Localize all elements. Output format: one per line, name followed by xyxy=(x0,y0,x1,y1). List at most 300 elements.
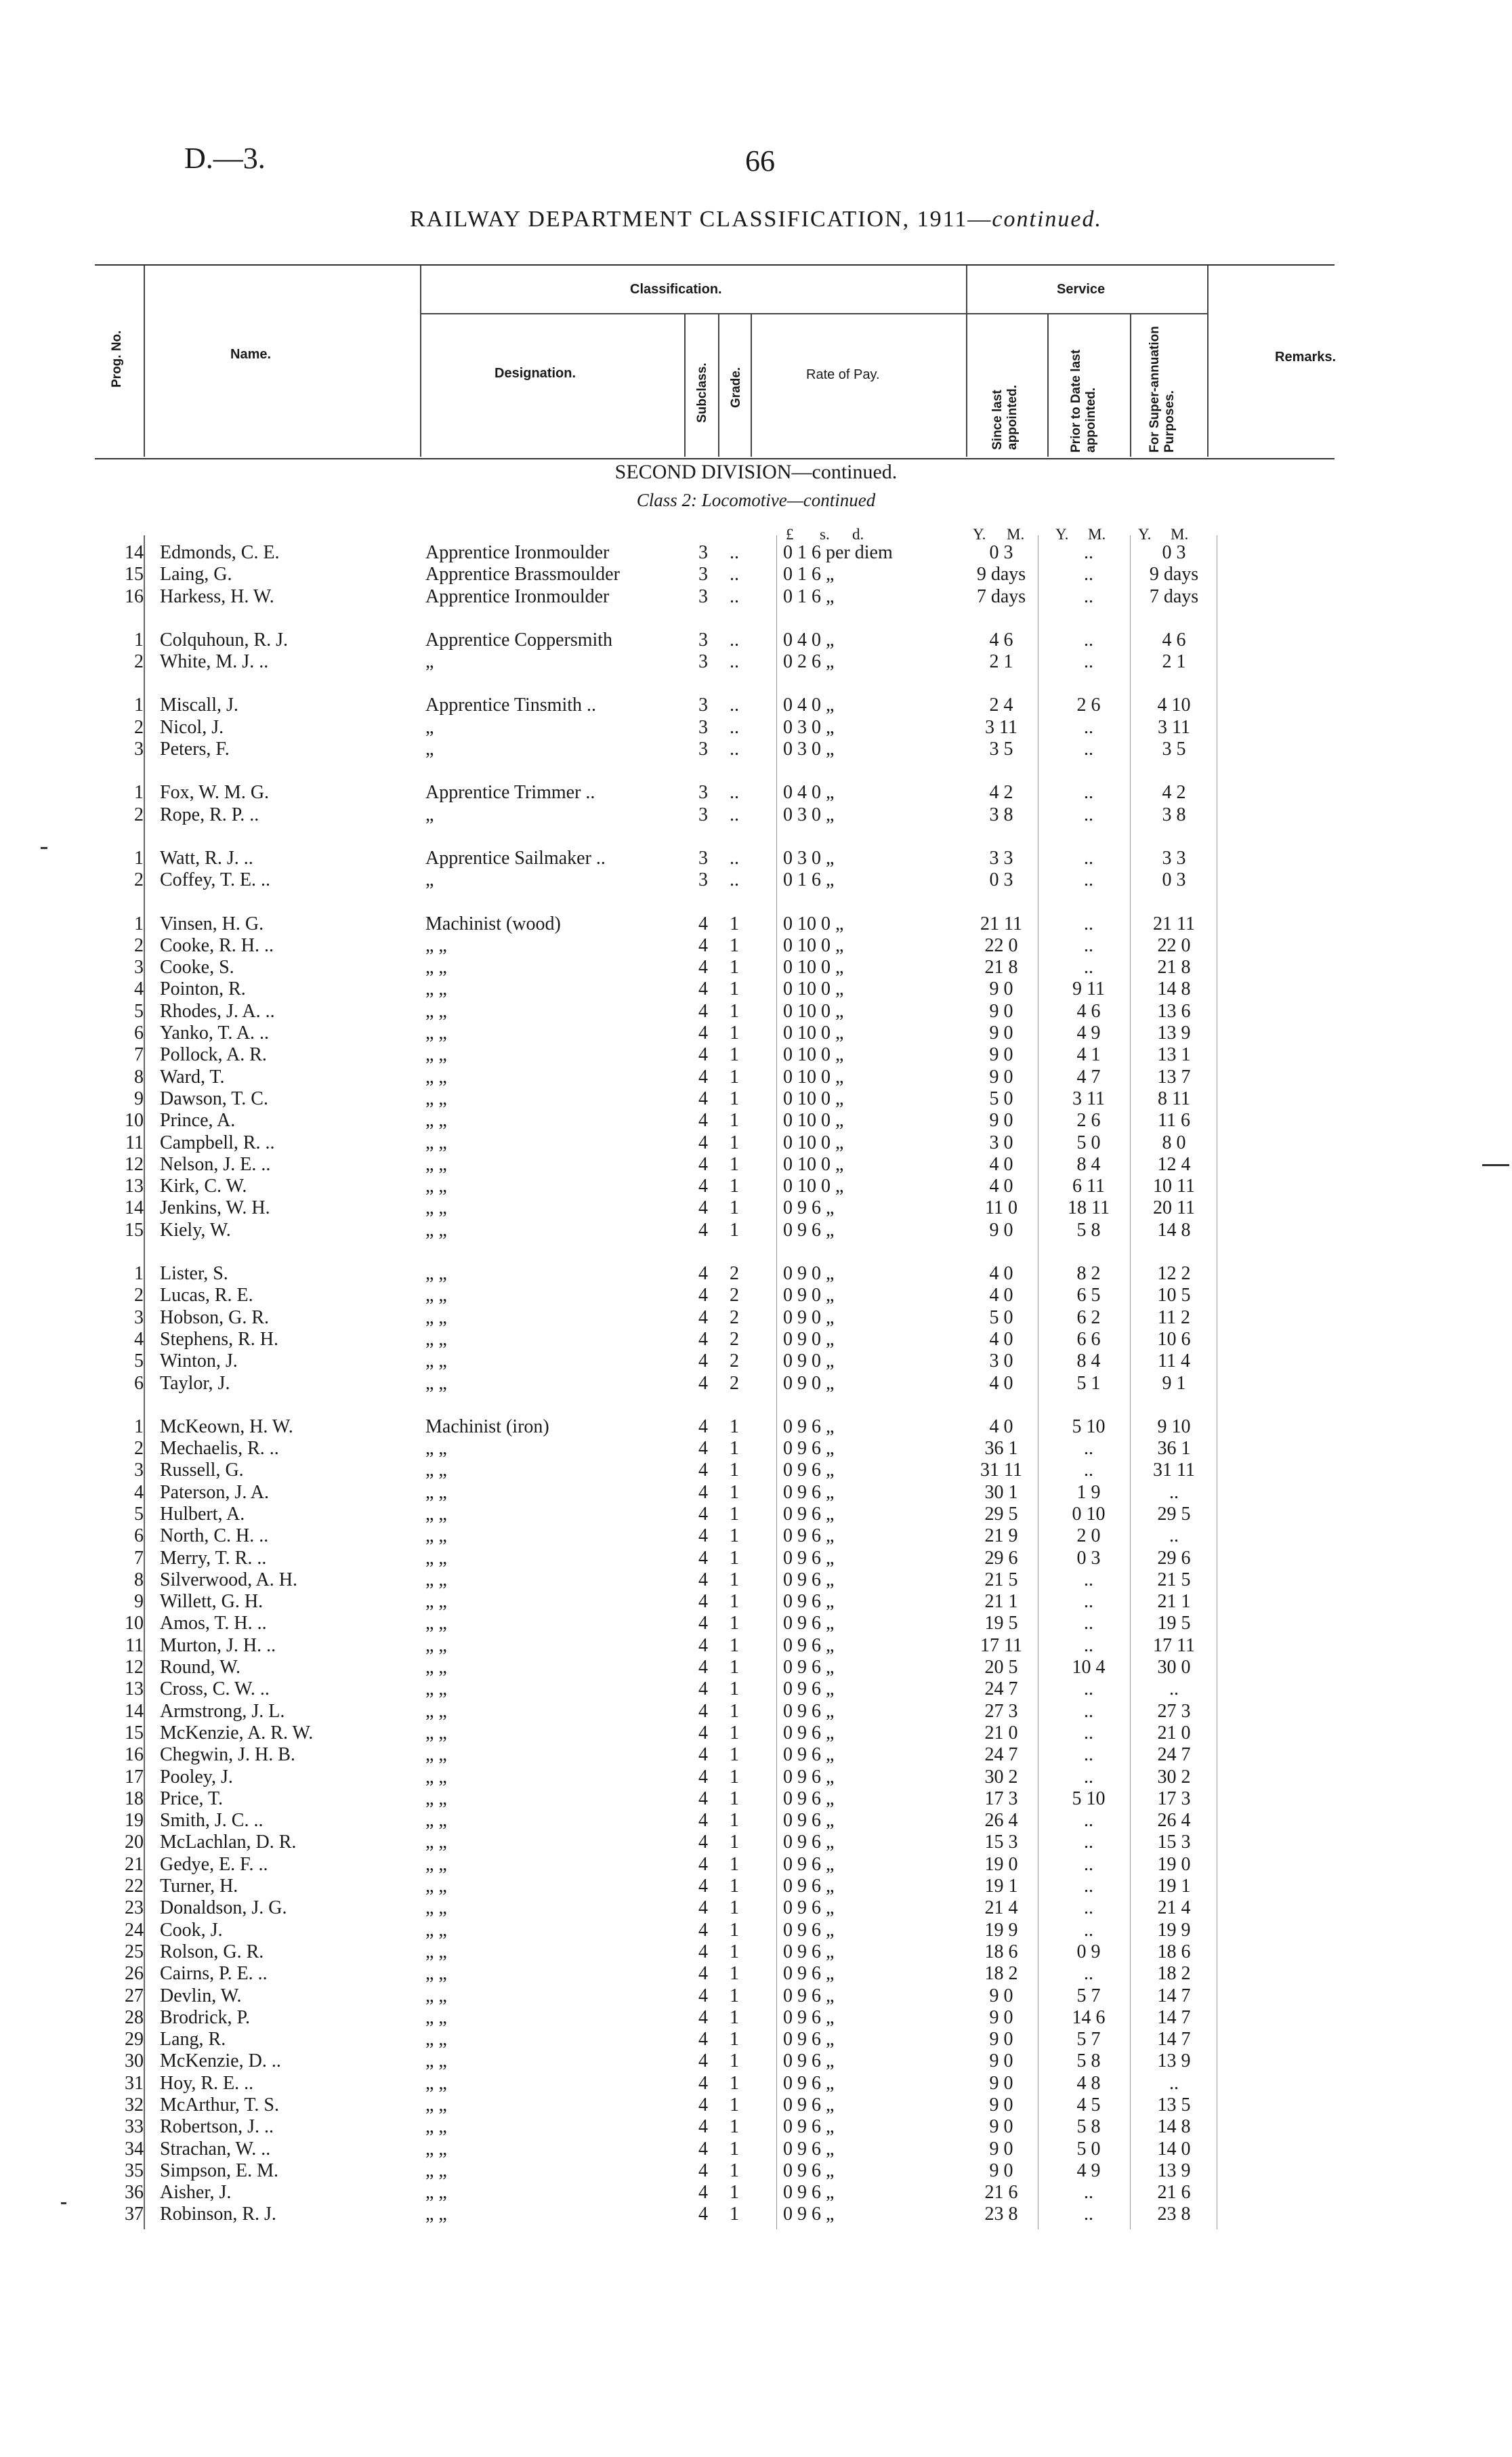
cell-n: 16 xyxy=(125,1744,144,1766)
cell-name: Cook, J. xyxy=(160,1919,223,1941)
cell-sub: 4 xyxy=(698,1788,708,1809)
cell-s2: .. xyxy=(1084,1613,1093,1634)
unit-m1: M. xyxy=(1007,526,1025,543)
cell-pay: 0 9 6 „ xyxy=(783,1416,835,1437)
cell-name: Lang, R. xyxy=(160,2029,226,2050)
table-row xyxy=(95,1613,1335,1634)
cell-des: „ „ xyxy=(425,1263,447,1285)
cell-pay: 0 3 0 „ xyxy=(783,739,835,760)
cell-sub: 4 xyxy=(698,1744,708,1766)
cell-sub: 4 xyxy=(698,2116,708,2138)
cell-name: Silverwood, A. H. xyxy=(160,1569,297,1590)
cell-s2: 2 6 xyxy=(1076,1110,1101,1132)
table-row xyxy=(95,1350,1335,1372)
cell-grade: 1 xyxy=(730,1853,739,1875)
cell-des: „ „ xyxy=(425,1481,447,1503)
cell-n: 15 xyxy=(125,564,144,585)
cell-pay: 0 9 6 „ xyxy=(783,1219,835,1241)
cell-name: Mechaelis, R. .. xyxy=(160,1438,279,1460)
cell-s2: .. xyxy=(1084,869,1093,891)
cell-pay: 0 1 6 per diem xyxy=(783,542,893,563)
document-code: D.—3. xyxy=(184,142,266,175)
cell-grade: 1 xyxy=(730,1766,739,1788)
table-row xyxy=(95,1525,1335,1547)
cell-s1: 9 0 xyxy=(989,1110,1013,1132)
cell-sub: 4 xyxy=(698,1876,708,1897)
table-row xyxy=(95,1263,1335,1285)
cell-pay: 0 10 0 „ xyxy=(783,957,844,978)
cell-s1: 17 11 xyxy=(980,1634,1022,1656)
cell-s1: 22 0 xyxy=(984,934,1018,956)
table-row xyxy=(95,1307,1335,1329)
cell-n: 2 xyxy=(134,716,144,738)
cell-grade: 1 xyxy=(730,1153,739,1175)
cell-n: 7 xyxy=(134,1044,144,1066)
cell-s1: 9 0 xyxy=(989,2094,1013,2115)
table-row xyxy=(95,1088,1335,1110)
cell-sub: 4 xyxy=(698,1000,708,1022)
cell-grade: 1 xyxy=(730,1460,739,1481)
unit-pound: £ xyxy=(786,526,794,543)
cell-s3: .. xyxy=(1169,2072,1179,2094)
cell-s1: 4 0 xyxy=(989,1285,1013,1306)
cell-pay: 0 9 6 „ xyxy=(783,2094,835,2115)
cell-s2: .. xyxy=(1084,2204,1093,2225)
cell-grade: 1 xyxy=(730,1219,739,1241)
cell-s2: 5 1 xyxy=(1076,1372,1101,1394)
table-row xyxy=(95,1548,1335,1569)
cell-pay: 0 9 6 „ xyxy=(783,1525,835,1547)
cell-s2: 6 2 xyxy=(1076,1306,1101,1328)
cell-n: 32 xyxy=(125,2094,144,2115)
table-row xyxy=(95,2007,1335,2029)
cell-n: 23 xyxy=(125,1897,144,1919)
cell-des: Apprentice Ironmoulder xyxy=(425,585,610,607)
cell-des: „ „ xyxy=(425,1460,447,1481)
group-spacer xyxy=(95,608,1335,629)
cell-name: Brodrick, P. xyxy=(160,2006,250,2028)
cell-s2: .. xyxy=(1084,934,1093,956)
cell-sub: 4 xyxy=(698,1985,708,2006)
cell-s2: .. xyxy=(1084,1766,1093,1788)
cell-pay: 0 9 0 „ xyxy=(783,1350,835,1372)
cell-s3: 19 1 xyxy=(1157,1876,1191,1897)
cell-sub: 4 xyxy=(698,1832,708,1853)
cell-des: „ „ xyxy=(425,957,447,978)
cell-des: „ „ xyxy=(425,1810,447,1832)
cell-s3: 14 8 xyxy=(1157,1219,1191,1241)
cell-name: Hobson, G. R. xyxy=(160,1306,270,1328)
cell-grade: 1 xyxy=(730,1481,739,1503)
cell-s2: .. xyxy=(1084,1438,1093,1460)
cell-s1: 9 0 xyxy=(989,1000,1013,1022)
table-row xyxy=(95,717,1335,739)
table-row xyxy=(95,2094,1335,2116)
cell-name: Prince, A. xyxy=(160,1110,236,1132)
cell-s1: 2 4 xyxy=(989,695,1013,716)
cell-name: Miscall, J. xyxy=(160,695,238,716)
cell-grade: 1 xyxy=(730,1810,739,1832)
cell-grade: .. xyxy=(730,782,739,804)
cell-n: 4 xyxy=(134,1481,144,1503)
cell-s3: 12 4 xyxy=(1157,1153,1191,1175)
cell-s2: 4 7 xyxy=(1076,1066,1101,1088)
cell-grade: .. xyxy=(730,542,739,563)
cell-s3: 10 6 xyxy=(1157,1328,1191,1350)
cell-grade: 1 xyxy=(730,1744,739,1766)
cell-pay: 0 9 6 „ xyxy=(783,2182,835,2204)
cell-sub: 4 xyxy=(698,1110,708,1132)
cell-s3: 12 2 xyxy=(1157,1263,1191,1285)
cell-s3: 11 4 xyxy=(1158,1350,1190,1372)
cell-sub: 4 xyxy=(698,1176,708,1197)
cell-des: „ xyxy=(425,739,434,760)
table-row xyxy=(95,1963,1335,1985)
cell-s2: .. xyxy=(1084,1963,1093,1985)
cell-sub: 4 xyxy=(698,1678,708,1700)
col-name: Name. xyxy=(230,347,272,362)
cell-n: 12 xyxy=(125,1657,144,1678)
cell-s3: 13 7 xyxy=(1157,1066,1191,1088)
cell-grade: 1 xyxy=(730,1569,739,1590)
table-row xyxy=(95,586,1335,608)
cell-name: Harkess, H. W. xyxy=(160,585,274,607)
cell-s1: 4 6 xyxy=(989,629,1013,651)
cell-name: Turner, H. xyxy=(160,1876,238,1897)
cell-s3: .. xyxy=(1169,1481,1179,1503)
cell-s1: 4 0 xyxy=(989,1372,1013,1394)
cell-des: „ „ xyxy=(425,2006,447,2028)
table-row xyxy=(95,957,1335,978)
cell-des: „ „ xyxy=(425,1876,447,1897)
cell-sub: 3 xyxy=(698,585,708,607)
cell-sub: 4 xyxy=(698,1591,708,1613)
cell-s3: 8 11 xyxy=(1158,1088,1190,1109)
cell-name: Lister, S. xyxy=(160,1263,228,1285)
cell-des: „ xyxy=(425,716,434,738)
cell-des: „ „ xyxy=(425,1066,447,1088)
cell-des: „ „ xyxy=(425,1613,447,1634)
cell-s1: 21 9 xyxy=(984,1525,1018,1547)
cell-grade: .. xyxy=(730,651,739,673)
cell-name: Robertson, J. .. xyxy=(160,2116,274,2138)
cell-pay: 0 10 0 „ xyxy=(783,978,844,1000)
cell-des: „ „ xyxy=(425,2138,447,2160)
cell-s2: 4 9 xyxy=(1076,2160,1101,2181)
table-row xyxy=(95,1373,1335,1395)
cell-s2: 4 1 xyxy=(1076,1044,1101,1066)
cell-sub: 4 xyxy=(698,1525,708,1547)
cell-grade: 1 xyxy=(730,1963,739,1985)
cell-pay: 0 3 0 „ xyxy=(783,716,835,738)
table-row xyxy=(95,1220,1335,1241)
cell-sub: 4 xyxy=(698,1263,708,1285)
cell-des: „ „ xyxy=(425,1525,447,1547)
cell-des: Apprentice Ironmoulder xyxy=(425,542,610,563)
cell-s3: .. xyxy=(1169,1525,1179,1547)
cell-sub: 4 xyxy=(698,1219,708,1241)
cell-s1: 2 1 xyxy=(989,651,1013,673)
cell-grade: 1 xyxy=(730,1634,739,1656)
cell-des: Apprentice Tinsmith .. xyxy=(425,695,597,716)
cell-grade: 1 xyxy=(730,1000,739,1022)
cell-sub: 4 xyxy=(698,934,708,956)
cell-pay: 0 9 6 „ xyxy=(783,2072,835,2094)
cell-pay: 0 9 6 „ xyxy=(783,1678,835,1700)
page-number: 66 xyxy=(745,144,775,178)
cell-pay: 0 9 6 „ xyxy=(783,1810,835,1832)
cell-s1: 17 3 xyxy=(984,1788,1018,1809)
cell-s3: 19 0 xyxy=(1157,1853,1191,1875)
cell-pay: 0 4 0 „ xyxy=(783,695,835,716)
cell-grade: 1 xyxy=(730,1876,739,1897)
cell-sub: 3 xyxy=(698,782,708,804)
cell-des: „ „ xyxy=(425,1985,447,2006)
cell-s3: 22 0 xyxy=(1157,934,1191,956)
unit-shilling: s. xyxy=(820,526,830,543)
cell-sub: 4 xyxy=(698,1963,708,1985)
cell-des: „ „ xyxy=(425,1153,447,1175)
cell-sub: 4 xyxy=(698,1066,708,1088)
cell-grade: 1 xyxy=(730,2182,739,2204)
cell-sub: 4 xyxy=(698,1853,708,1875)
cell-des: Apprentice Trimmer .. xyxy=(425,782,595,804)
table-row xyxy=(95,1920,1335,1941)
cell-s1: 9 0 xyxy=(989,2116,1013,2138)
table-row xyxy=(95,1897,1335,1919)
cell-s1: 21 0 xyxy=(984,1722,1018,1743)
cell-name: White, M. J. .. xyxy=(160,651,269,673)
cell-sub: 3 xyxy=(698,695,708,716)
cell-grade: 2 xyxy=(730,1350,739,1372)
cell-s1: 9 0 xyxy=(989,2029,1013,2050)
cell-pay: 0 9 6 „ xyxy=(783,1744,835,1766)
cell-name: Stephens, R. H. xyxy=(160,1328,278,1350)
cell-pay: 0 10 0 „ xyxy=(783,1066,844,1088)
cell-grade: 2 xyxy=(730,1328,739,1350)
cell-pay: 0 9 6 „ xyxy=(783,1460,835,1481)
cell-s1: 5 0 xyxy=(989,1088,1013,1109)
title-main: RAILWAY DEPARTMENT CLASSIFICATION, 1911— xyxy=(410,207,992,232)
cell-pay: 0 9 0 „ xyxy=(783,1263,835,1285)
cell-s3: 30 0 xyxy=(1157,1657,1191,1678)
cell-s2: .. xyxy=(1084,1460,1093,1481)
cell-s3: 11 2 xyxy=(1158,1306,1190,1328)
cell-s2: .. xyxy=(1084,1919,1093,1941)
cell-sub: 4 xyxy=(698,1460,708,1481)
cell-s2: .. xyxy=(1084,651,1093,673)
cell-name: Nelson, J. E. .. xyxy=(160,1153,271,1175)
cell-s3: 14 7 xyxy=(1157,2029,1191,2050)
cell-sub: 4 xyxy=(698,1941,708,1962)
cell-s3: 10 11 xyxy=(1153,1176,1195,1197)
cell-grade: 2 xyxy=(730,1306,739,1328)
cell-s2: .. xyxy=(1084,716,1093,738)
margin-mark xyxy=(61,2202,66,2204)
cell-sub: 3 xyxy=(698,651,708,673)
cell-pay: 0 9 0 „ xyxy=(783,1285,835,1306)
cell-s1: 9 0 xyxy=(989,2072,1013,2094)
cell-s2: 4 8 xyxy=(1076,2072,1101,2094)
cell-des: Apprentice Brassmoulder xyxy=(425,564,620,585)
cell-sub: 4 xyxy=(698,2138,708,2160)
cell-s2: 2 6 xyxy=(1076,695,1101,716)
table-row xyxy=(95,1657,1335,1678)
cell-pay: 0 9 6 „ xyxy=(783,1832,835,1853)
cell-name: Colquhoun, R. J. xyxy=(160,629,289,651)
cell-s2: .. xyxy=(1084,564,1093,585)
cell-s2: .. xyxy=(1084,1853,1093,1875)
cell-s1: 21 11 xyxy=(980,913,1022,934)
cell-sub: 4 xyxy=(698,1634,708,1656)
table-row xyxy=(95,1438,1335,1460)
cell-s3: 18 6 xyxy=(1157,1941,1191,1962)
cell-pay: 0 10 0 „ xyxy=(783,1176,844,1197)
cell-s2: .. xyxy=(1084,1678,1093,1700)
cell-s2: 6 6 xyxy=(1076,1328,1101,1350)
cell-n: 12 xyxy=(125,1153,144,1175)
cell-s2: .. xyxy=(1084,739,1093,760)
cell-name: McKenzie, A. R. W. xyxy=(160,1722,314,1743)
table-row xyxy=(95,1285,1335,1306)
cell-s1: 4 0 xyxy=(989,1416,1013,1437)
cell-s3: 9 10 xyxy=(1157,1416,1191,1437)
cell-name: Paterson, J. A. xyxy=(160,1481,269,1503)
since-label: Since last appointed. xyxy=(990,384,1020,450)
title-continued: continued. xyxy=(992,207,1102,232)
cell-name: Robinson, R. J. xyxy=(160,2204,276,2225)
cell-name: Lucas, R. E. xyxy=(160,1285,253,1306)
cell-sub: 4 xyxy=(698,2204,708,2225)
cell-name: Merry, T. R. .. xyxy=(160,1547,267,1569)
cell-pay: 0 1 6 „ xyxy=(783,869,835,891)
cell-n: 2 xyxy=(134,651,144,673)
unit-m2: M. xyxy=(1088,526,1106,543)
cell-n: 8 xyxy=(134,1066,144,1088)
cell-s3: 7 days xyxy=(1149,585,1199,607)
cell-des: „ „ xyxy=(425,1788,447,1809)
cell-name: Vinsen, H. G. xyxy=(160,913,264,934)
cell-pay: 0 9 6 „ xyxy=(783,1547,835,1569)
cell-n: 21 xyxy=(125,1853,144,1875)
table-row xyxy=(95,695,1335,716)
cell-s1: 15 3 xyxy=(984,1832,1018,1853)
cell-des: „ „ xyxy=(425,1744,447,1766)
cell-pay: 0 9 6 „ xyxy=(783,1766,835,1788)
cell-s1: 21 6 xyxy=(984,2182,1018,2204)
cell-s3: 17 3 xyxy=(1157,1788,1191,1809)
cell-grade: 1 xyxy=(730,1613,739,1634)
cell-n: 6 xyxy=(134,1023,144,1044)
cell-s1: 19 1 xyxy=(984,1876,1018,1897)
cell-grade: 2 xyxy=(730,1372,739,1394)
cell-s2: 5 8 xyxy=(1076,2050,1101,2072)
cell-des: „ „ xyxy=(425,1372,447,1394)
cell-s3: 4 2 xyxy=(1162,782,1186,804)
cell-des: „ „ xyxy=(425,2050,447,2072)
cell-grade: 1 xyxy=(730,1132,739,1153)
table-row xyxy=(95,848,1335,869)
cell-s1: 31 11 xyxy=(980,1460,1022,1481)
cell-s3: 13 5 xyxy=(1157,2094,1191,2115)
cell-sub: 4 xyxy=(698,1044,708,1066)
cell-s2: 0 3 xyxy=(1076,1547,1101,1569)
cell-n: 18 xyxy=(125,1788,144,1809)
cell-n: 13 xyxy=(125,1176,144,1197)
table-row xyxy=(95,739,1335,760)
cell-s3: 27 3 xyxy=(1157,1700,1191,1722)
page-title xyxy=(0,207,1512,232)
cell-sub: 4 xyxy=(698,1919,708,1941)
cell-s3: .. xyxy=(1169,1678,1179,1700)
cell-grade: .. xyxy=(730,716,739,738)
cell-s1: 9 0 xyxy=(989,1023,1013,1044)
cell-name: Campbell, R. .. xyxy=(160,1132,275,1153)
cell-grade: 1 xyxy=(730,1416,739,1437)
cell-des: „ „ xyxy=(425,1941,447,1962)
cell-s1: 18 6 xyxy=(984,1941,1018,1962)
cell-s3: 0 3 xyxy=(1162,869,1186,891)
cell-s3: 13 9 xyxy=(1157,1023,1191,1044)
cell-s3: 30 2 xyxy=(1157,1766,1191,1788)
cell-grade: 1 xyxy=(730,1044,739,1066)
table-row xyxy=(95,1854,1335,1876)
cell-n: 3 xyxy=(134,739,144,760)
cell-pay: 0 9 0 „ xyxy=(783,1306,835,1328)
cell-s3: 13 9 xyxy=(1157,2160,1191,2181)
col-subclass: Subclass. xyxy=(695,363,709,423)
cell-s3: 21 11 xyxy=(1153,913,1195,934)
cell-grade: 1 xyxy=(730,1023,739,1044)
cell-s2: 5 7 xyxy=(1076,1985,1101,2006)
table-row xyxy=(95,1569,1335,1591)
cell-s2: 8 4 xyxy=(1076,1153,1101,1175)
margin-mark xyxy=(41,847,47,849)
cell-name: North, C. H. .. xyxy=(160,1525,269,1547)
cell-pay: 0 10 0 „ xyxy=(783,1110,844,1132)
cell-n: 8 xyxy=(134,1569,144,1590)
cell-grade: 1 xyxy=(730,1503,739,1525)
cell-sub: 4 xyxy=(698,1023,708,1044)
cell-n: 1 xyxy=(134,782,144,804)
col-prog-no: Prog. No. xyxy=(110,330,124,388)
cell-des: „ „ xyxy=(425,1853,447,1875)
cell-grade: 1 xyxy=(730,1066,739,1088)
cell-name: Pooley, J. xyxy=(160,1766,233,1788)
cell-des: „ „ xyxy=(425,1634,447,1656)
cell-s2: 4 6 xyxy=(1076,1000,1101,1022)
cell-name: Nicol, J. xyxy=(160,716,224,738)
cell-sub: 4 xyxy=(698,2094,708,2115)
cell-n: 22 xyxy=(125,1876,144,1897)
col-superannuation xyxy=(1148,324,1177,453)
cell-s2: .. xyxy=(1084,1876,1093,1897)
table-row xyxy=(95,1985,1335,2007)
cell-grade: 1 xyxy=(730,1941,739,1962)
cell-s2: .. xyxy=(1084,1897,1093,1919)
cell-n: 33 xyxy=(125,2116,144,2138)
cell-name: Pollock, A. R. xyxy=(160,1044,267,1066)
cell-s2: 5 10 xyxy=(1072,1788,1106,1809)
cell-s2: 5 10 xyxy=(1072,1416,1106,1437)
cell-pay: 0 4 0 „ xyxy=(783,629,835,651)
cell-s1: 29 6 xyxy=(984,1547,1018,1569)
cell-name: McKeown, H. W. xyxy=(160,1416,293,1437)
cell-s2: 18 11 xyxy=(1068,1197,1110,1219)
cell-pay: 0 9 6 „ xyxy=(783,1197,835,1219)
cell-n: 5 xyxy=(134,1000,144,1022)
cell-s3: 3 8 xyxy=(1162,804,1186,825)
